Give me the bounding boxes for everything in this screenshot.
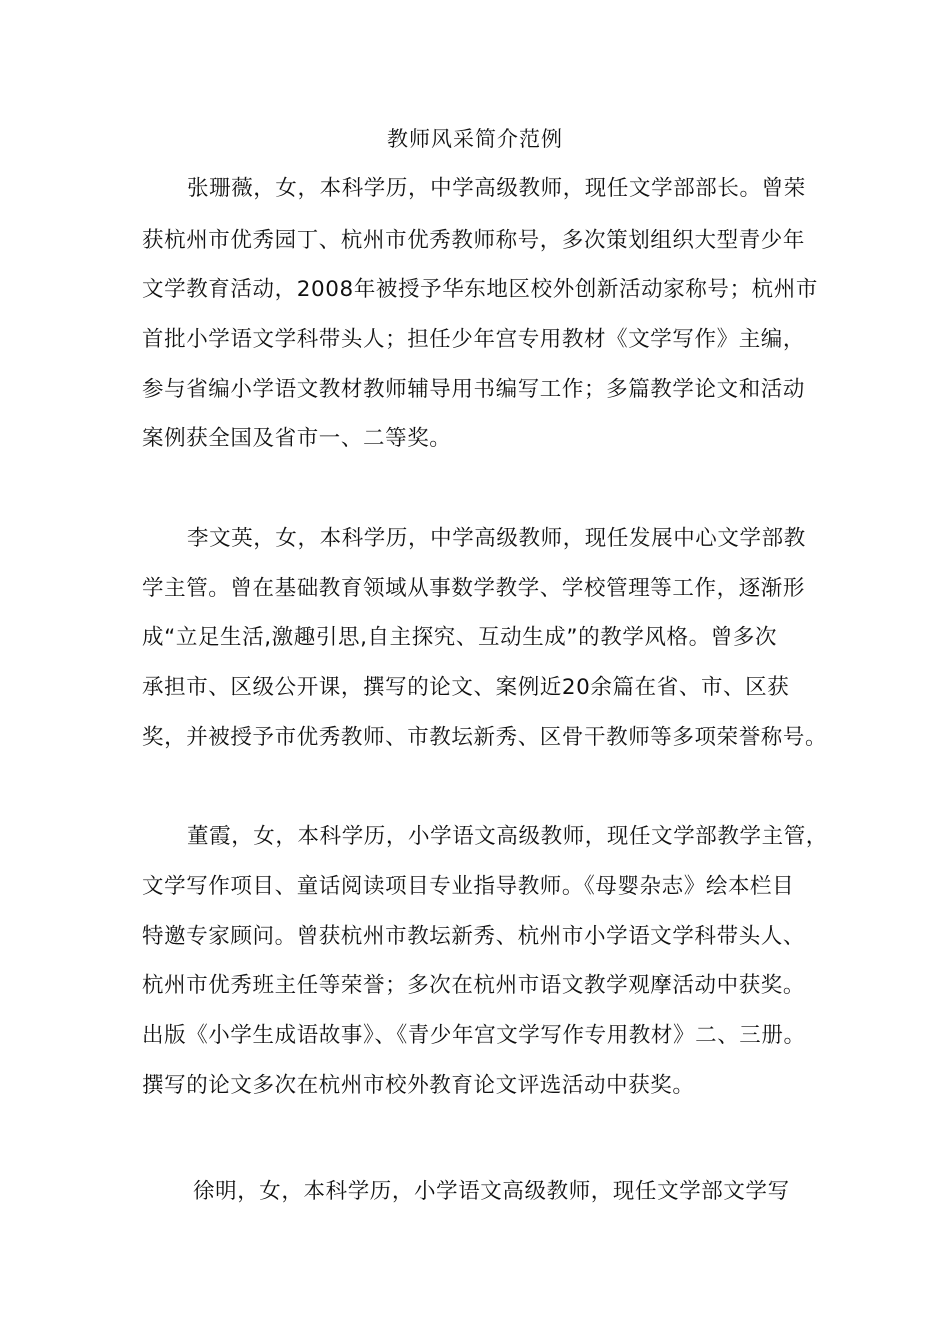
paragraph-2-line-2: 学主管。曾在基础教育领域从事数学教学、学校管理等工作，逐渐形 bbox=[142, 576, 806, 601]
paragraph-2-line-5: 奖，并被授予市优秀教师、市教坛新秀、区骨干教师等多项荣誉称号。 bbox=[142, 725, 828, 750]
paragraph-2-line-1: 李文英，女，本科学历，中学高级教师，现任发展中心文学部教 bbox=[187, 526, 806, 551]
paragraph-1-line-4: 首批小学语文学科带头人；担任少年宫专用教材《文学写作》主编， bbox=[142, 327, 806, 352]
paragraph-1-line-3: 文学教育活动，2008年被授予华东地区校外创新活动家称号；杭州市 bbox=[142, 277, 818, 302]
paragraph-3-line-2: 文学写作项目、童话阅读项目专业指导教师。《母婴杂志》绘本栏目 bbox=[142, 874, 795, 899]
paragraph-2-line-3: 成“立足生活,激趣引思,自主探究、互动生成”的教学风格。曾多次 bbox=[142, 625, 778, 650]
paragraph-4-line-1: 徐明，女，本科学历，小学语文高级教师，现任文学部文学写 bbox=[193, 1179, 790, 1204]
paragraph-2-line-4: 承担市、区级公开课，撰写的论文、案例近20余篇在省、市、区获 bbox=[142, 675, 790, 700]
paragraph-3-line-4: 杭州市优秀班主任等荣誉；多次在杭州市语文教学观摩活动中获奖。 bbox=[142, 973, 806, 998]
paragraph-3-line-5: 出版《小学生成语故事》、《青少年宫文学写作专用教材》二、三册。 bbox=[142, 1023, 806, 1048]
document-title: 教师风采简介范例 bbox=[387, 127, 563, 151]
paragraph-3-line-3: 特邀专家顾问。曾获杭州市教坛新秀、杭州市小学语文学科带头人、 bbox=[142, 924, 806, 949]
paragraph-3-line-6: 撰写的论文多次在杭州市校外教育论文评选活动中获奖。 bbox=[142, 1073, 695, 1098]
paragraph-1-line-2: 获杭州市优秀园丁、杭州市优秀教师称号，多次策划组织大型青少年 bbox=[142, 228, 806, 253]
paragraph-1-line-6: 案例获全国及省市一、二等奖。 bbox=[142, 426, 452, 451]
paragraph-1-line-1: 张珊薇，女，本科学历，中学高级教师，现任文学部部长。曾荣 bbox=[187, 176, 806, 201]
paragraph-3-line-1: 董霞，女，本科学历，小学语文高级教师，现任文学部教学主管， bbox=[187, 824, 828, 849]
paragraph-1-line-5: 参与省编小学语文教材教师辅导用书编写工作；多篇教学论文和活动 bbox=[142, 377, 806, 402]
